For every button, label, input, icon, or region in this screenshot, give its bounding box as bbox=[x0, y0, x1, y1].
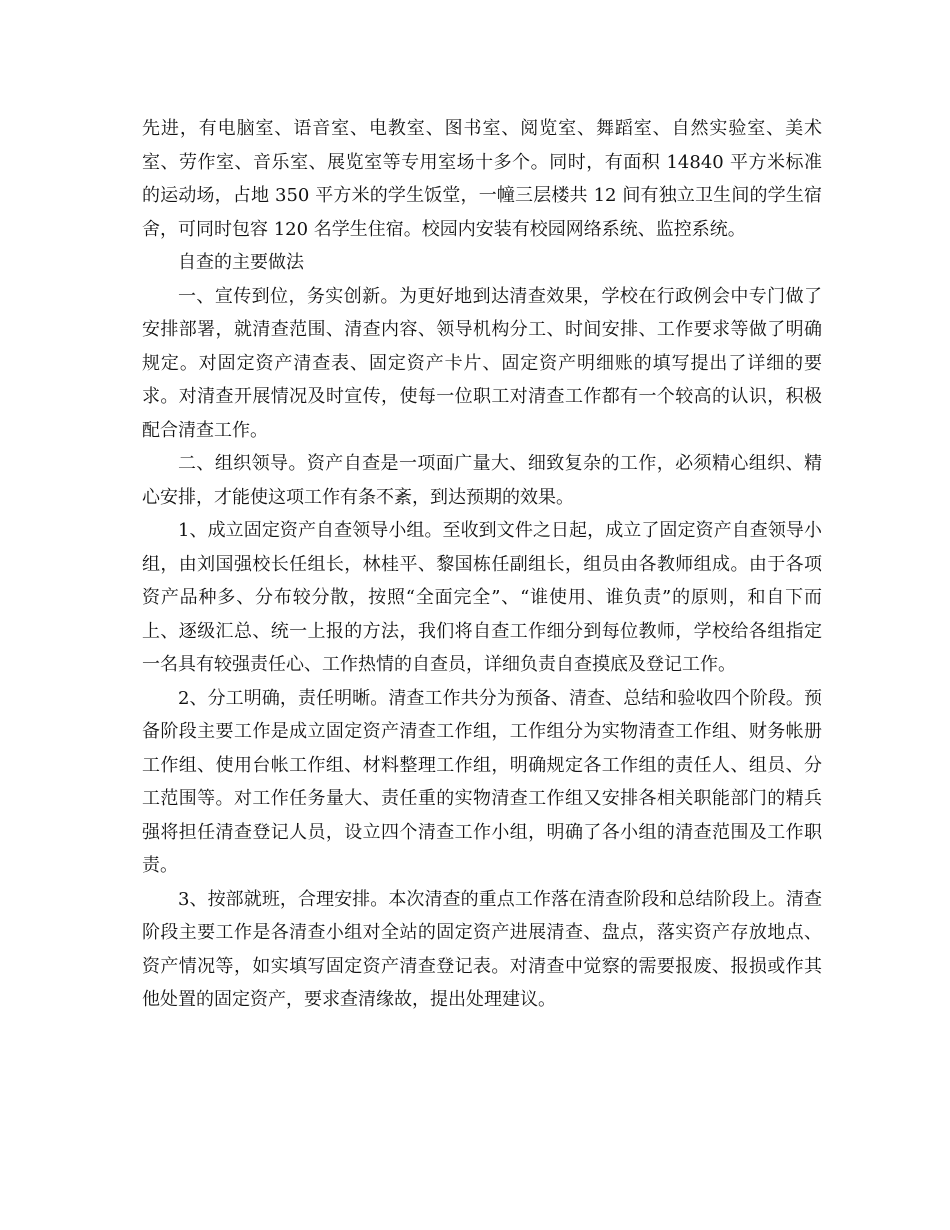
paragraph-publicity: 一、宣传到位，务实创新。为更好地到达清查效果，学校在行政例会中专门做了安排部署，就清查范围、清查内容、领导机构分工、时间安排、工作要求等做了明确规定。对固定资产清查表、固定资产卡片、固定资产明细账的填写提出了详细的要求。对清查开展情况及时宣传，使每一位职工对清查工作都有一个较高的认识，积极配合清查工作。 bbox=[142, 285, 822, 441]
paragraph-arrangement: 3、按部就班，合理安排。本次清查的重点工作落在清查阶段和总结阶段上。清查阶段主要工作是各清查小组对全站的固定资产进展清查、盘点，落实资产存放地点、资产情况等，如实填写固定资产清查登记表。对清查中觉察的需要报废、报损或作其他处置的固定资产，要求查清缘故，提出处理建议。 bbox=[142, 888, 822, 1010]
paragraph-organization: 二、组织领导。资产自查是一项面广量大、细致复杂的工作，必须精心组织、精心安排，才能使这项工作有条不紊，到达预期的效果。 bbox=[142, 453, 822, 508]
paragraph-leadership-group: 1、成立固定资产自查领导小组。至收到文件之日起，成立了固定资产自查领导小组，由刘国强校长任组长，林桂平、黎国栋任副组长，组员由各教师组成。由于各项资产品种多、分布较分散，按照“全面完全”、“谁使用、谁负责”的原则，和自下而上、逐级汇总、统一上报的方法，我们将自查工作细分到每位教师，学校给各组指定一名具有较强责任心、工作热情的自查员，详细负责自查摸底及登记工作。 bbox=[142, 520, 822, 675]
section-heading: 自查的主要做法 bbox=[178, 252, 304, 273]
document-body bbox=[142, 112, 822, 1017]
paragraph-facilities: 先进，有电脑室、语音室、电教室、图书室、阅览室、舞蹈室、自然实验室、美术室、劳作室、音乐室、展览室等专用室场十多个。同时，有面积 14840 平方米标准的运动场，占地 350 平方米的学生饭堂，一幢三层楼共 12 间有独立卫生间的学生宿舍，可同时包容 120 名学生住宿。校园内安装有校园网络系统、监控系统。 bbox=[142, 118, 822, 240]
paragraph-division-of-labor: 2、分工明确，责任明晰。清查工作共分为预备、清查、总结和验收四个阶段。预备阶段主要工作是成立固定资产清查工作组，工作组分为实物清查工作组、财务帐册工作组、使用台帐工作组、材料整理工作组，明确规定各工作组的责任人、组员、分工范围等。对工作任务量大、责任重的实物清查工作组又安排各相关职能部门的精兵强将担任清查登记人员，设立四个清查工作小组，明确了各小组的清查范围及工作职责。 bbox=[142, 687, 822, 876]
